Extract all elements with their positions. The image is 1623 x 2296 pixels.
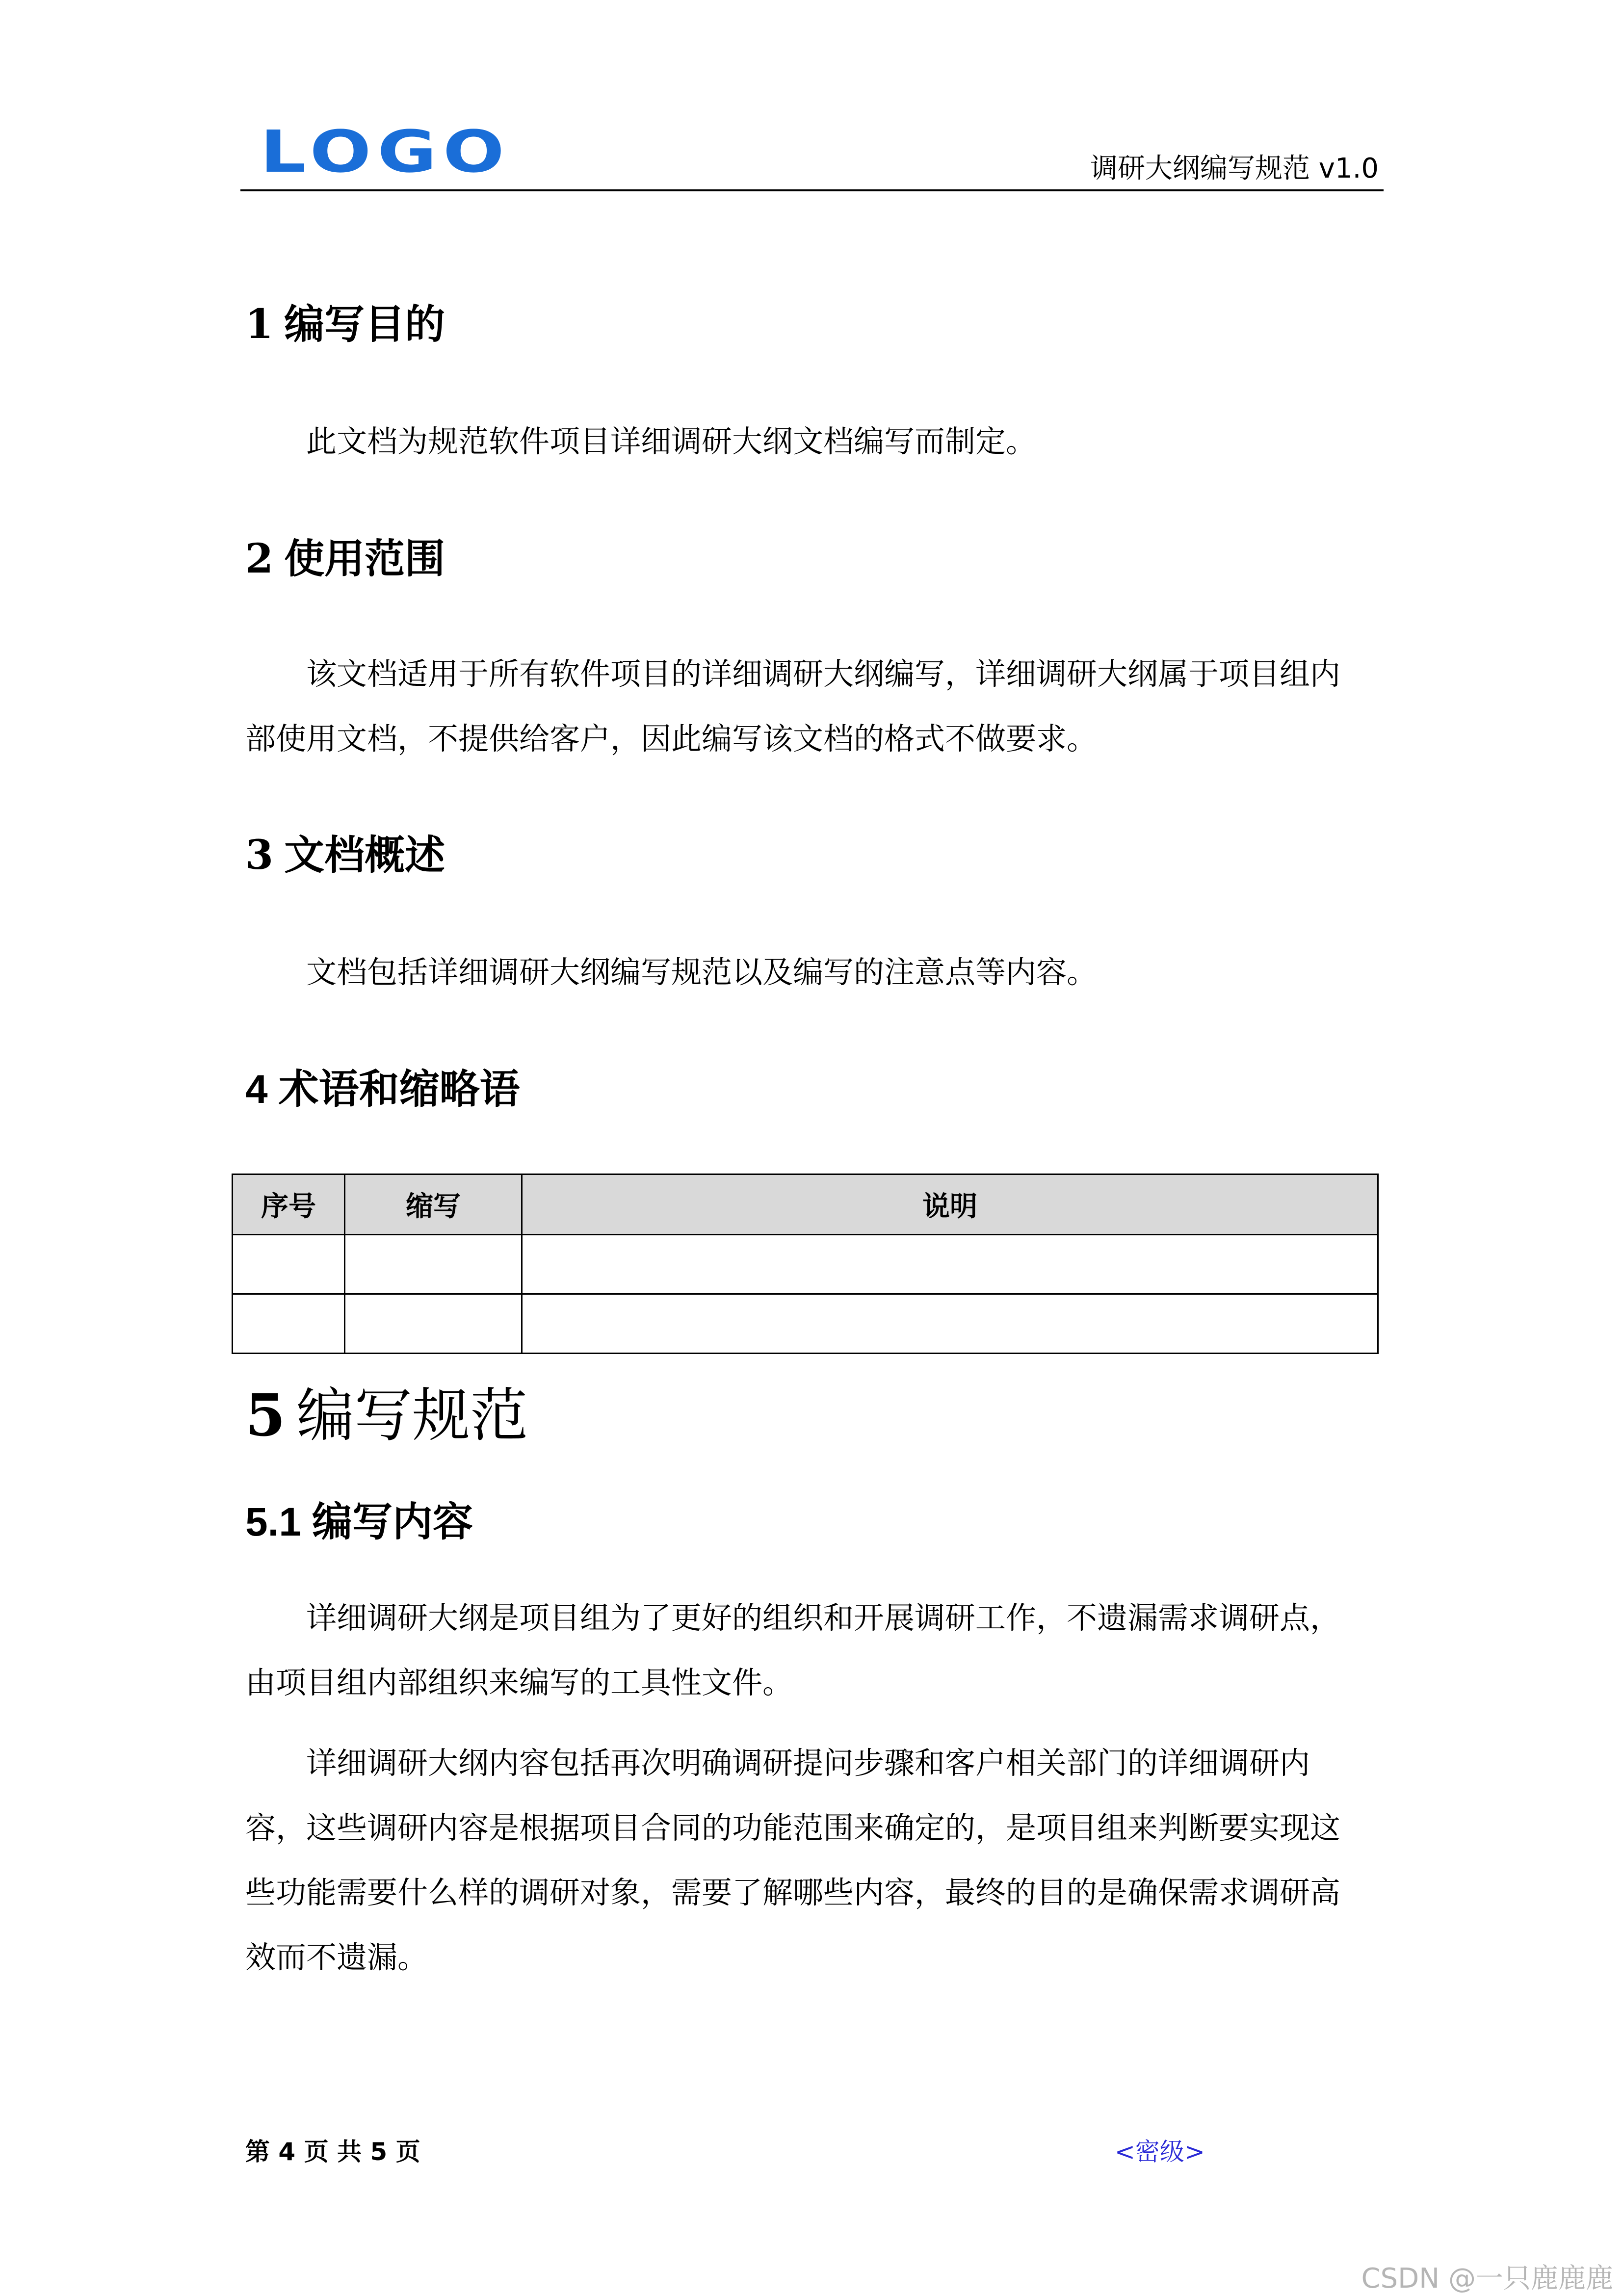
section-1-number: 1 bbox=[245, 301, 274, 348]
table-row bbox=[233, 1235, 1378, 1294]
section-5-title: 编写规范 bbox=[296, 1382, 528, 1449]
watermark: CSDN @一只鹿鹿鹿 bbox=[1361, 2263, 1613, 2295]
table-cell bbox=[345, 1294, 522, 1354]
section-2-number: 2 bbox=[245, 535, 274, 582]
section-4-title: 术语和缩略语 bbox=[278, 1066, 520, 1113]
section-5-heading bbox=[245, 1381, 528, 1449]
header-divider bbox=[240, 189, 1384, 191]
classification-label: <密级> bbox=[1115, 2138, 1205, 2166]
section-5-1-heading bbox=[245, 1499, 473, 1545]
section-5-number: 5 bbox=[245, 1381, 286, 1449]
section-5-1-number: 5.1 bbox=[245, 1500, 301, 1544]
table-header-cell: 缩写 bbox=[345, 1174, 522, 1235]
section-1-text: 此文档为规范软件项目详细调研大纲文档编写而制定。 bbox=[306, 423, 1037, 459]
section-5-1-paragraph-1: 详细调研大纲是项目组为了更好的组织和开展调研工作，不遗漏需求调研点，由项目组内部组织来编写的工具性文件。 bbox=[245, 1600, 1341, 1700]
section-5-1-paragraph-2: 详细调研大纲内容包括再次明确调研提问步骤和客户相关部门的详细调研内容，这些调研内容是根据项目合同的功能范围来确定的，是项目组来判断要实现这些功能需要什么样的调研对象，需要了解哪些内容，最终的目的是确保需求调研高效而不遗漏。 bbox=[245, 1745, 1341, 1975]
section-3-text: 文档包括详细调研大纲编写规范以及编写的注意点等内容。 bbox=[306, 954, 1098, 990]
header-title: 调研大纲编写规范 v1.0 bbox=[1090, 153, 1379, 184]
table-cell bbox=[522, 1294, 1378, 1354]
table-header-cell: 序号 bbox=[233, 1174, 345, 1235]
section-5-1-title: 编写内容 bbox=[312, 1499, 473, 1545]
page-number: 第 4 页 共 5 页 bbox=[245, 2138, 420, 2166]
section-1-title: 编写目的 bbox=[284, 301, 445, 348]
table-cell bbox=[233, 1294, 345, 1354]
section-2-title: 使用范围 bbox=[284, 536, 445, 582]
section-4-heading bbox=[245, 1066, 520, 1113]
section-2-text: 该文档适用于所有软件项目的详细调研大纲编写，详细调研大纲属于项目组内部使用文档，不提供给客户，因此编写该文档的格式不做要求。 bbox=[245, 656, 1341, 757]
table-cell bbox=[233, 1235, 345, 1294]
table-row bbox=[233, 1294, 1378, 1354]
section-1-heading bbox=[245, 301, 445, 348]
terms-table bbox=[232, 1174, 1379, 1354]
section-3-title: 文档概述 bbox=[284, 832, 445, 879]
section-3-heading bbox=[245, 832, 445, 879]
section-3-number: 3 bbox=[245, 832, 274, 879]
table-header-row bbox=[233, 1174, 1378, 1235]
table-cell bbox=[345, 1235, 522, 1294]
section-4-number: 4 bbox=[245, 1067, 268, 1112]
table-header-cell: 说明 bbox=[522, 1174, 1378, 1235]
company-logo: LOGO bbox=[260, 118, 511, 185]
section-2-heading bbox=[245, 535, 445, 582]
table-cell bbox=[522, 1235, 1378, 1294]
